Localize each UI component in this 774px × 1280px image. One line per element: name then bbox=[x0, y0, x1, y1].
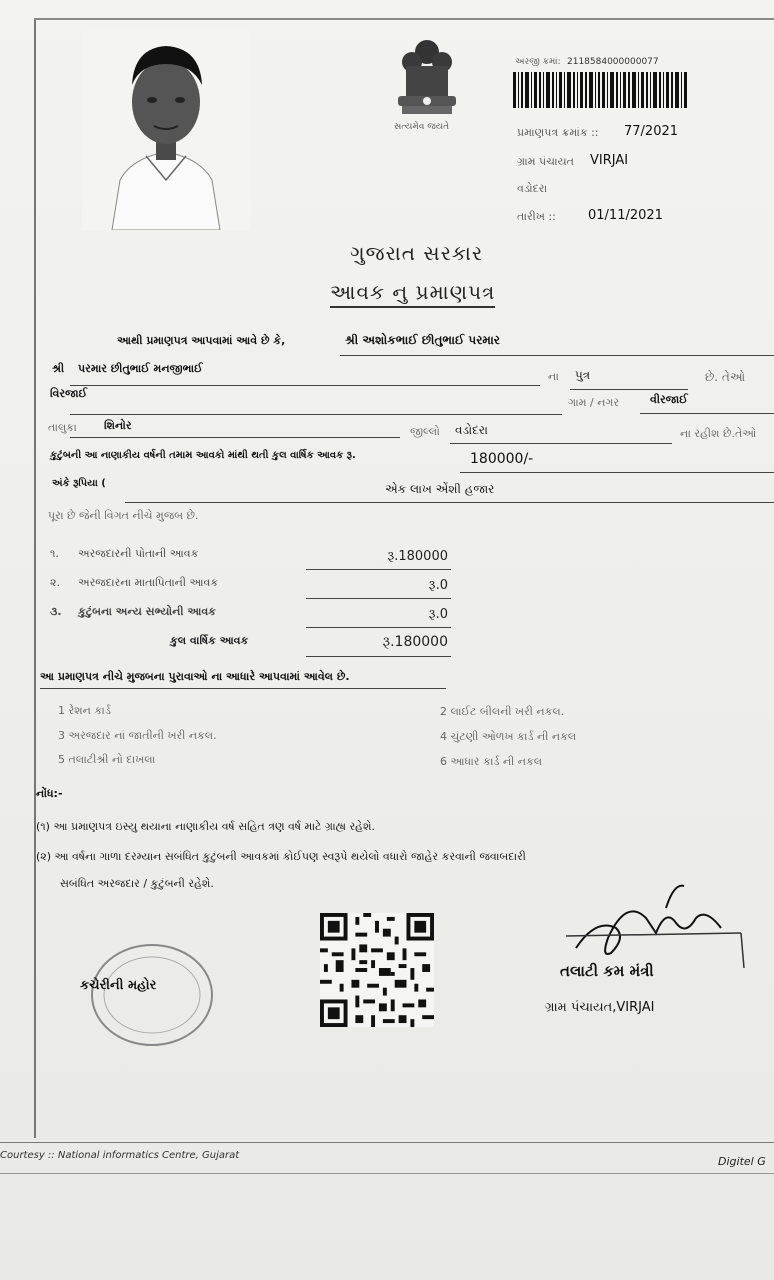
intro-text: આથી પ્રમાણપત્ર આપવામાં આવે છે કે, bbox=[117, 334, 286, 347]
document-item-6: 6 આધાર કાર્ડ ની નકલ bbox=[440, 755, 543, 768]
address: વિરજાઈ bbox=[50, 387, 88, 400]
applicant-name-underline bbox=[340, 355, 774, 356]
taluka-underline bbox=[70, 437, 400, 438]
left-border bbox=[34, 18, 36, 1138]
in-words-underline bbox=[125, 502, 774, 503]
emblem-caption: સત્યમેવ જયતે bbox=[394, 122, 450, 132]
panchayat-name: VIRJAI bbox=[590, 153, 629, 168]
national-emblem-icon bbox=[388, 36, 466, 136]
in-words: એક લાખ એંશી હજાર bbox=[385, 482, 495, 496]
village-underline bbox=[640, 413, 774, 414]
taluka: શિનોર bbox=[104, 419, 132, 432]
father-name-underline bbox=[70, 385, 540, 386]
income-row-3-label: કુટુંબના અન્ય સભ્યોની આવક bbox=[78, 605, 216, 618]
government-title: ગુજરાત સરકાર bbox=[350, 241, 484, 265]
income-row-1-label: અરજદારની પોતાની આવક bbox=[78, 547, 199, 560]
total-income-underline bbox=[306, 656, 451, 657]
district-underline bbox=[450, 443, 672, 444]
stamp-text: કચેરીની મહોર bbox=[80, 978, 157, 993]
income-row-1-value: રૂ.180000 bbox=[387, 549, 448, 564]
office-stamp bbox=[80, 940, 215, 1050]
note-1: (૧) આ પ્રમાણપત્ર ઇસ્યુ થયાના નાણાકીય વર્ષ સહિત ત્રણ વર્ષ માટે ગ્રાહ્ય રહેશે. bbox=[36, 820, 375, 833]
village-label: ગામ / નગર bbox=[568, 396, 620, 409]
income-amount-underline bbox=[460, 472, 774, 473]
document-item-1: 1 રેશન કાર્ડ bbox=[58, 704, 111, 717]
documents-heading: આ પ્રમાણપત્ર નીચે મુજબના પુરાવાઓ ના આધારે આપવામાં આવેલ છે. bbox=[40, 670, 350, 683]
document-item-4: 4 ચુંટણી ઓળખ કાર્ડ ની નકલ bbox=[440, 730, 577, 743]
father-name: પરમાર છીતુભાઈ મનજીભાઈ bbox=[78, 362, 203, 375]
income-row-2-num: ૨. bbox=[50, 576, 60, 589]
taluka-label: તાલુકા bbox=[48, 421, 77, 434]
village: વીરજાઈ bbox=[650, 393, 688, 406]
income-row-2-underline bbox=[306, 598, 451, 599]
issue-date: 01/11/2021 bbox=[588, 208, 663, 223]
signature-icon bbox=[556, 878, 746, 968]
footer-divider-bottom bbox=[0, 1173, 774, 1174]
district-label: જીલ્લો bbox=[410, 425, 440, 438]
documents-heading-underline bbox=[40, 688, 446, 689]
income-row-1-num: ૧. bbox=[50, 547, 59, 560]
certificate-no-label: પ્રમાણપત્ર ક્રમાંક :: bbox=[517, 126, 599, 139]
details-note: પૂરા છે જેની વિગત નીચે મુજબ છે. bbox=[48, 509, 199, 522]
total-income-value: રૂ.180000 bbox=[382, 634, 448, 650]
total-income-label: કુલ વાર્ષિક આવક bbox=[170, 634, 249, 647]
income-row-2-value: રૂ.0 bbox=[428, 578, 448, 593]
panchayat-label: ગ્રામ પંચાયત bbox=[517, 155, 574, 168]
certificate-title: આવક નુ પ્રમાણપત્ર bbox=[330, 280, 495, 308]
header-district: વડોદરા bbox=[517, 182, 548, 195]
income-row-3-num: ૩. bbox=[50, 605, 62, 618]
courtesy-text: Courtesy :: National informatics Centre, Gujarat bbox=[0, 1150, 240, 1161]
certificate-no: 77/2021 bbox=[624, 124, 679, 139]
father-prefix: શ્રી bbox=[52, 362, 65, 375]
district: વડોદરા bbox=[455, 423, 488, 437]
income-row-1-underline bbox=[306, 569, 451, 570]
note-2-continued: સબંધિત અરજદાર / કુટુંબની રહેશે. bbox=[60, 877, 214, 890]
footer-divider-top bbox=[0, 1142, 774, 1143]
resident-suffix: ના રહીશ છે.તેઓ bbox=[680, 427, 757, 440]
relation-suffix: ના bbox=[548, 370, 559, 383]
document-item-2: 2 લાઈટ બીલની ખરી નકલ. bbox=[440, 705, 565, 718]
income-row-3-underline bbox=[306, 627, 451, 628]
app-number-label: અરજી ક્રમાં: bbox=[515, 57, 561, 67]
qr-code-icon bbox=[320, 913, 434, 1027]
in-words-label: અંકે રૂપિયા ( bbox=[52, 478, 106, 489]
relation-underline bbox=[570, 389, 688, 390]
officer-title: તલાટી કમ મંત્રી bbox=[560, 962, 654, 980]
income-statement: કુટુંબની આ નાણાકીય વર્ષની તમામ આવકો માંથી થતી કુલ વાર્ષિક આવક રૂ. bbox=[50, 450, 356, 461]
date-label: તારીખ :: bbox=[517, 210, 556, 223]
applicant-photo bbox=[82, 30, 250, 230]
top-border bbox=[34, 18, 774, 20]
document-item-5: 5 તલાટીશ્રી નો દાખલા bbox=[58, 753, 156, 766]
income-row-3-value: રૂ.0 bbox=[428, 607, 448, 622]
notes-heading: નોંધ:- bbox=[36, 787, 63, 800]
income-row-2-label: અરજદારના માતાપિતાની આવક bbox=[78, 576, 219, 589]
applicant-name: શ્રી અશોકભાઈ છીતુભાઈ પરમાર bbox=[345, 333, 501, 347]
relation: પુત્ર bbox=[575, 368, 591, 382]
they-suffix: છે. તેઓ bbox=[705, 370, 746, 384]
barcode-icon bbox=[513, 72, 689, 108]
income-amount: 180000/- bbox=[470, 451, 534, 467]
note-2: (૨) આ વર્ષના ગાળા દરમ્યાન સબંધિત કુટુંબની આવકમાં કોઈપણ સ્વરૂપે થયેલો વધારો જાહેર કરવાની જવાબદારી bbox=[36, 850, 526, 863]
digital-text: Digitel G bbox=[718, 1155, 766, 1168]
app-number: 2118584000000077 bbox=[567, 57, 659, 67]
officer-place: ગ્રામ પંચાયત,VIRJAI bbox=[545, 1000, 655, 1015]
address-underline bbox=[70, 414, 562, 415]
document-item-3: 3 અરજદાર નાં જાતીની ખરી નકલ. bbox=[58, 729, 217, 742]
